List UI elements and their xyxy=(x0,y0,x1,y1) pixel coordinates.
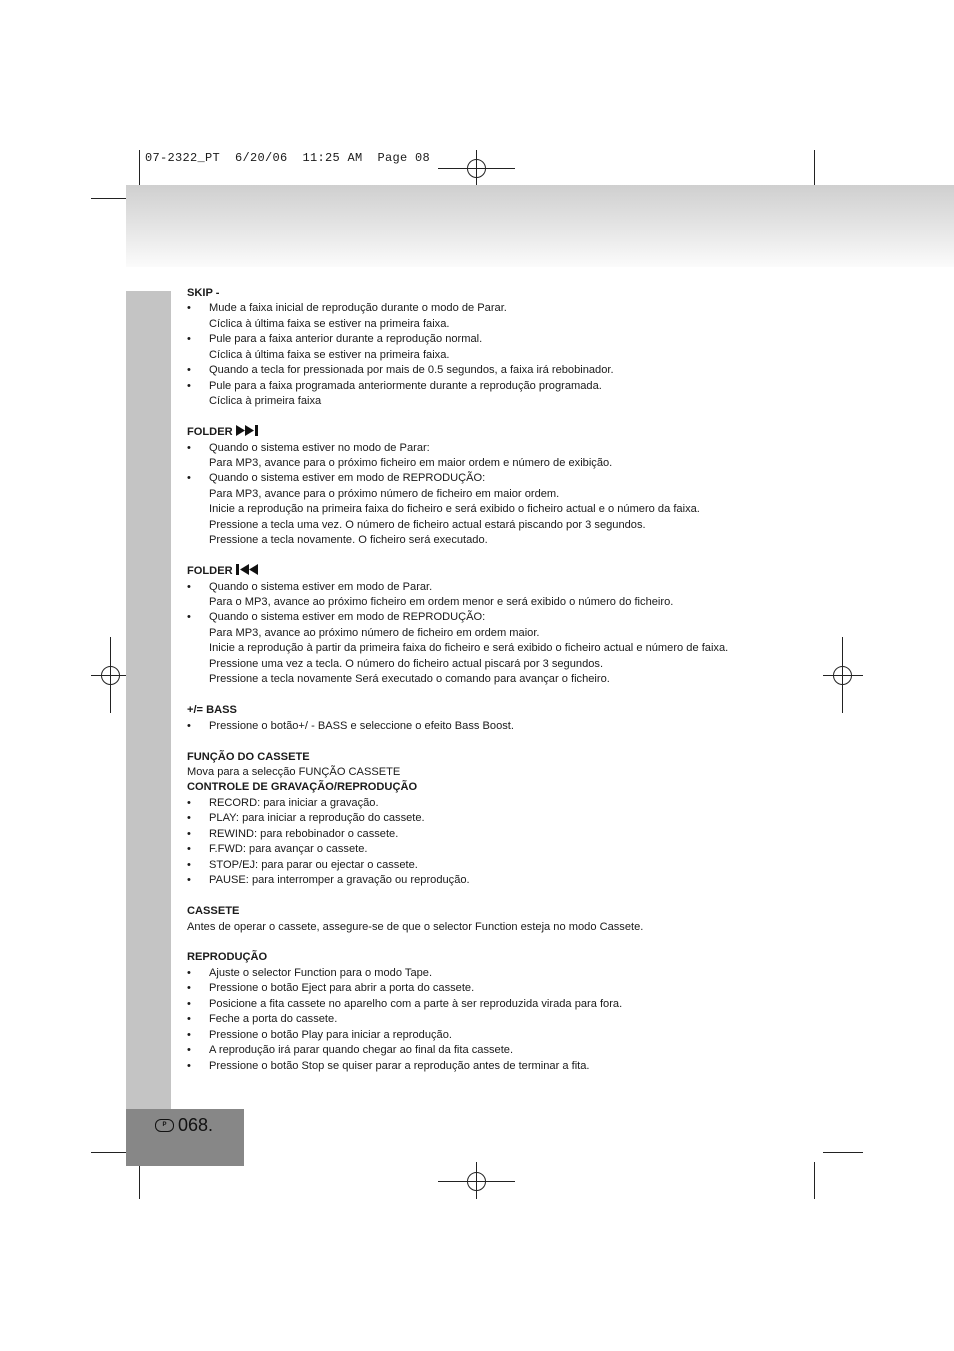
list-item: • F.FWD: para avançar o cassete. xyxy=(187,843,368,856)
list-item: • Quando o sistema estiver em modo de REPRODUÇÃO: xyxy=(187,611,486,624)
list-item-detail: Cíclica à primeira faixa xyxy=(209,395,322,408)
list-item: • PLAY: para iniciar a reprodução do cassete. xyxy=(187,812,425,825)
list-item: • Quando o sistema estiver no modo de Parar: xyxy=(187,441,430,454)
list-item: • Quando o sistema estiver em modo de Parar. xyxy=(187,580,433,593)
list-item-detail: Para o MP3, avance ao próximo ficheiro em ordem menor e será exibido o número do ficheiro. xyxy=(209,596,674,609)
list-item-detail: Para MP3, avance ao próximo número de ficheiro em ordem maior. xyxy=(209,626,540,639)
list-item: • Pressione o botão+/ - BASS e seleccione o efeito Bass Boost. xyxy=(187,719,514,732)
section-title: FOLDER xyxy=(187,564,827,579)
list-item-detail: Inicie a reprodução na primeira faixa do ficheiro e será exibido o ficheiro actual e o número da faixa. xyxy=(209,503,700,516)
list-item: • Feche a porta do cassete. xyxy=(187,1013,338,1026)
list-item: • Pressione o botão Stop se quiser parar a reprodução antes de terminar a fita. xyxy=(187,1059,590,1072)
list-item-detail: Para MP3, avance para o próximo número de ficheiro em maior ordem. xyxy=(209,487,560,500)
section-title: SKIP - xyxy=(187,287,220,299)
list-item: • Pule para a faixa programada anteriormente durante a reprodução programada. xyxy=(187,379,602,392)
section-skip xyxy=(187,286,827,410)
section-text: Antes de operar o cassete, assegure-se de que o selector Function esteja no modo Cassete. xyxy=(187,920,644,933)
section-folder-next xyxy=(187,425,827,549)
list-item: • RECORD: para iniciar a gravação. xyxy=(187,796,379,809)
list-item-detail: Pressione uma vez a tecla. O número do ficheiro actual piscará por 3 segundos. xyxy=(209,657,604,670)
section-text: Mova para a selecção FUNÇÃO CASSETE xyxy=(187,765,401,778)
list-item-detail: Cíclica à última faixa se estiver na primeira faixa. xyxy=(209,348,450,361)
manual-content xyxy=(187,286,827,1074)
section-cassette xyxy=(187,904,827,935)
list-item-detail: Cíclica à última faixa se estiver na primeira faixa. xyxy=(209,317,450,330)
section-subtitle: CONTROLE DE GRAVAÇÃO/REPRODUÇÃO xyxy=(187,781,418,794)
list-item: • PAUSE: para interromper a gravação ou reprodução. xyxy=(187,874,470,887)
list-item: • REWIND: para rebobinador o cassete. xyxy=(187,827,399,840)
section-title: FUNÇÃO DO CASSETE xyxy=(187,750,310,763)
list-item: • STOP/EJ: para parar ou ejectar o cassete. xyxy=(187,858,418,871)
list-item: • Pressione o botão Eject para abrir a porta do cassete. xyxy=(187,982,475,995)
section-title: REPRODUÇÃO xyxy=(187,951,268,964)
page-number: 068. xyxy=(178,1115,214,1135)
section-title: CASSETE xyxy=(187,905,240,918)
section-title: +/= BASS xyxy=(187,704,237,717)
list-item: • Pressione o botão Play para iniciar a reprodução. xyxy=(187,1028,452,1041)
list-item-detail: Inicie a reprodução à partir da primeira faixa do ficheiro e será exibido o ficheiro actual e número de faixa. xyxy=(209,642,729,655)
list-item-detail: Pressione a tecla uma vez. O número de ficheiro actual estará piscando por 3 segundos. xyxy=(209,518,646,531)
list-item-detail: Pressione a tecla novamente Será executado o comando para avançar o ficheiro. xyxy=(209,673,610,686)
list-item: • Quando o sistema estiver em modo de REPRODUÇÃO: xyxy=(187,472,486,485)
language-badge: P xyxy=(155,1119,174,1132)
left-sidebar-bar xyxy=(126,291,171,1109)
skip-back-icon xyxy=(236,564,259,575)
list-item: • Posicione a fita cassete no aparelho com a parte à ser reproduzida virada para fora. xyxy=(187,997,623,1010)
list-item-detail: Pressione a tecla novamente. O ficheiro será executado. xyxy=(209,534,488,547)
section-cassette-function xyxy=(187,750,827,889)
list-item-detail: Para MP3, avance para o próximo ficheiro em maior ordem e número de exibição. xyxy=(209,456,613,469)
list-item: • Quando a tecla for pressionada por mais de 0.5 segundos, a faixa irá rebobinador. xyxy=(187,364,614,377)
list-item: • Ajuste o selector Function para o modo Tape. xyxy=(187,966,433,979)
list-item: • Pule para a faixa anterior durante a reprodução normal. xyxy=(187,333,483,346)
list-item: • A reprodução irá parar quando chegar ao final da fita cassete. xyxy=(187,1044,514,1057)
section-title: FOLDER xyxy=(187,425,827,440)
section-bass xyxy=(187,703,827,734)
list-item: • Mude a faixa inicial de reprodução durante o modo de Parar. xyxy=(187,302,507,315)
print-header: 07-2322_PT 6/20/06 11:25 AM Page 08 xyxy=(145,151,431,165)
skip-forward-icon xyxy=(236,425,259,436)
page-folio xyxy=(126,1109,244,1166)
header-gradient-band xyxy=(126,185,954,267)
section-folder-prev xyxy=(187,564,827,688)
section-playback xyxy=(187,950,827,1074)
